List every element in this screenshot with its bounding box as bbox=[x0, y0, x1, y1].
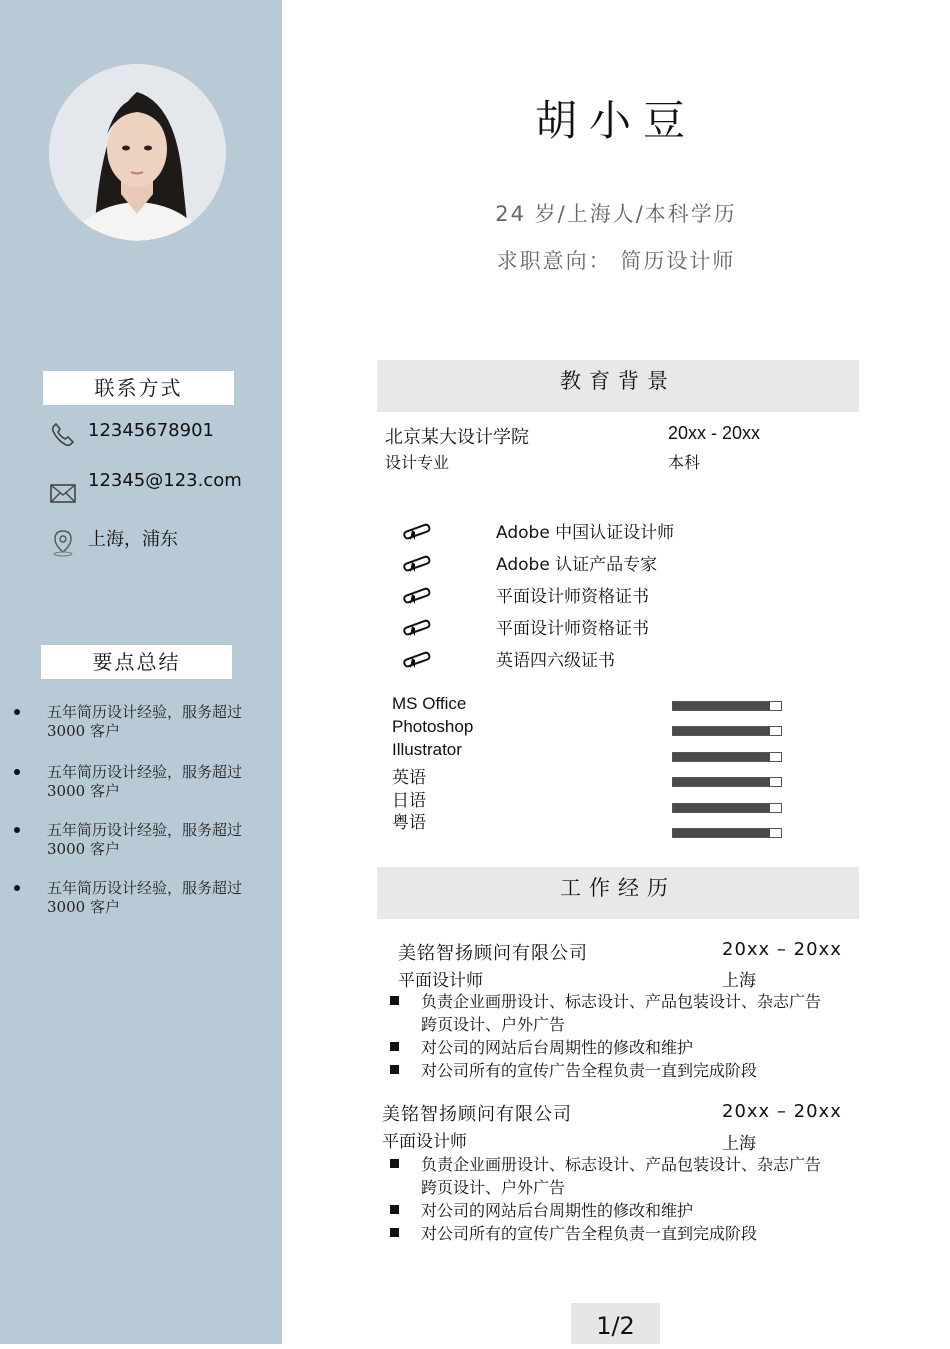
duty-text: 负责企业画册设计、标志设计、产品包装设计、杂志广告跨页设计、户外广告 bbox=[421, 1155, 822, 1197]
duty-text: 对公司的网站后台周期性的修改和维护 bbox=[421, 1201, 694, 1220]
skill-label: 粤语 bbox=[392, 813, 426, 832]
job-years: 20xx – 20xx bbox=[722, 939, 842, 960]
skill-bar-fill bbox=[673, 829, 770, 837]
diploma-icon bbox=[400, 520, 434, 544]
skill-label: Photoshop bbox=[392, 717, 474, 736]
certificate-item bbox=[400, 582, 820, 612]
major: 设计专业 bbox=[385, 453, 450, 472]
bullet-square bbox=[390, 1228, 399, 1237]
summary-title: 要点总结 bbox=[41, 645, 232, 679]
summary-text: 五年简历设计经验，服务超过 3000 客户 bbox=[47, 879, 243, 916]
certificate-text: Adobe 中国认证设计师 bbox=[496, 523, 675, 543]
summary-text: 五年简历设计经验，服务超过 3000 客户 bbox=[47, 703, 243, 740]
degree: 本科 bbox=[668, 453, 701, 472]
skill-label: 日语 bbox=[392, 791, 426, 810]
skill-bar-fill bbox=[673, 804, 770, 812]
duty-text: 负责企业画册设计、标志设计、产品包装设计、杂志广告跨页设计、户外广告 bbox=[421, 992, 822, 1034]
company-name: 美铭智扬顾问有限公司 bbox=[398, 943, 588, 964]
diploma-icon bbox=[400, 552, 434, 576]
job-role: 平面设计师 bbox=[382, 1132, 467, 1152]
duty-text: 对公司的网站后台周期性的修改和维护 bbox=[421, 1038, 694, 1057]
certificate-text: Adobe 认证产品专家 bbox=[496, 555, 658, 575]
bullet-dot bbox=[14, 769, 20, 775]
bullet-square bbox=[390, 1042, 399, 1051]
job-city: 上海 bbox=[722, 1134, 756, 1154]
education-title: 教育背景 bbox=[377, 360, 859, 412]
contact-email bbox=[48, 470, 242, 508]
certificate-item bbox=[400, 518, 820, 548]
email-address: 12345@123.com bbox=[88, 470, 242, 491]
bullet-square bbox=[390, 1065, 399, 1074]
duty-text: 对公司所有的宣传广告全程负责一直到完成阶段 bbox=[421, 1224, 758, 1243]
bullet-square bbox=[390, 996, 399, 1005]
location-pin-icon bbox=[48, 527, 78, 557]
page-indicator: 1/2 bbox=[571, 1303, 660, 1344]
certificate-text: 平面设计师资格证书 bbox=[496, 587, 649, 607]
skill-bar bbox=[672, 701, 782, 711]
bullet-dot bbox=[14, 827, 20, 833]
skill-bar-fill bbox=[673, 778, 770, 786]
location-text: 上海，浦东 bbox=[88, 529, 178, 550]
job-years: 20xx – 20xx bbox=[722, 1101, 842, 1122]
school-name: 北京某大设计学院 bbox=[385, 427, 529, 448]
bullet-square bbox=[390, 1205, 399, 1214]
summary-text: 五年简历设计经验，服务超过 3000 客户 bbox=[47, 821, 243, 858]
skill-bar bbox=[672, 803, 782, 813]
summary-text: 五年简历设计经验，服务超过 3000 客户 bbox=[47, 763, 243, 800]
skill-label: 英语 bbox=[392, 768, 426, 787]
skill-label: Illustrator bbox=[392, 740, 462, 759]
certificate-text: 英语四六级证书 bbox=[496, 651, 615, 671]
skill-bar bbox=[672, 752, 782, 762]
job-objective: 求职意向： 简历设计师 bbox=[496, 249, 736, 273]
skill-bar-fill bbox=[673, 702, 770, 710]
diploma-icon bbox=[400, 584, 434, 608]
avatar bbox=[49, 64, 226, 241]
skill-bar bbox=[672, 777, 782, 787]
job-city: 上海 bbox=[722, 971, 756, 991]
diploma-icon bbox=[400, 648, 434, 672]
contact-location bbox=[48, 525, 178, 557]
phone-icon bbox=[48, 420, 78, 450]
diploma-icon bbox=[400, 616, 434, 640]
certificate-item bbox=[400, 614, 820, 644]
candidate-name: 胡小豆 bbox=[534, 96, 697, 145]
basic-info: 24 岁/上海人/本科学历 bbox=[495, 202, 737, 226]
bullet-square bbox=[390, 1159, 399, 1168]
contact-phone bbox=[48, 420, 214, 450]
skill-bar-fill bbox=[673, 753, 770, 761]
mail-icon bbox=[48, 478, 78, 508]
contact-title: 联系方式 bbox=[43, 371, 234, 405]
education-years: 20xx - 20xx bbox=[668, 423, 761, 443]
skill-label: MS Office bbox=[392, 694, 467, 713]
bullet-dot bbox=[14, 709, 20, 715]
skill-bar bbox=[672, 726, 782, 736]
portrait-photo bbox=[49, 64, 226, 241]
certificate-item bbox=[400, 646, 820, 676]
bullet-dot bbox=[14, 885, 20, 891]
skill-bar-fill bbox=[673, 727, 770, 735]
certificate-item bbox=[400, 550, 820, 580]
job-role: 平面设计师 bbox=[398, 971, 483, 991]
company-name: 美铭智扬顾问有限公司 bbox=[382, 1104, 572, 1125]
work-title: 工作经历 bbox=[377, 867, 859, 919]
skill-bar bbox=[672, 828, 782, 838]
phone-number: 12345678901 bbox=[88, 420, 214, 441]
duty-text: 对公司所有的宣传广告全程负责一直到完成阶段 bbox=[421, 1061, 758, 1080]
certificate-text: 平面设计师资格证书 bbox=[496, 619, 649, 639]
